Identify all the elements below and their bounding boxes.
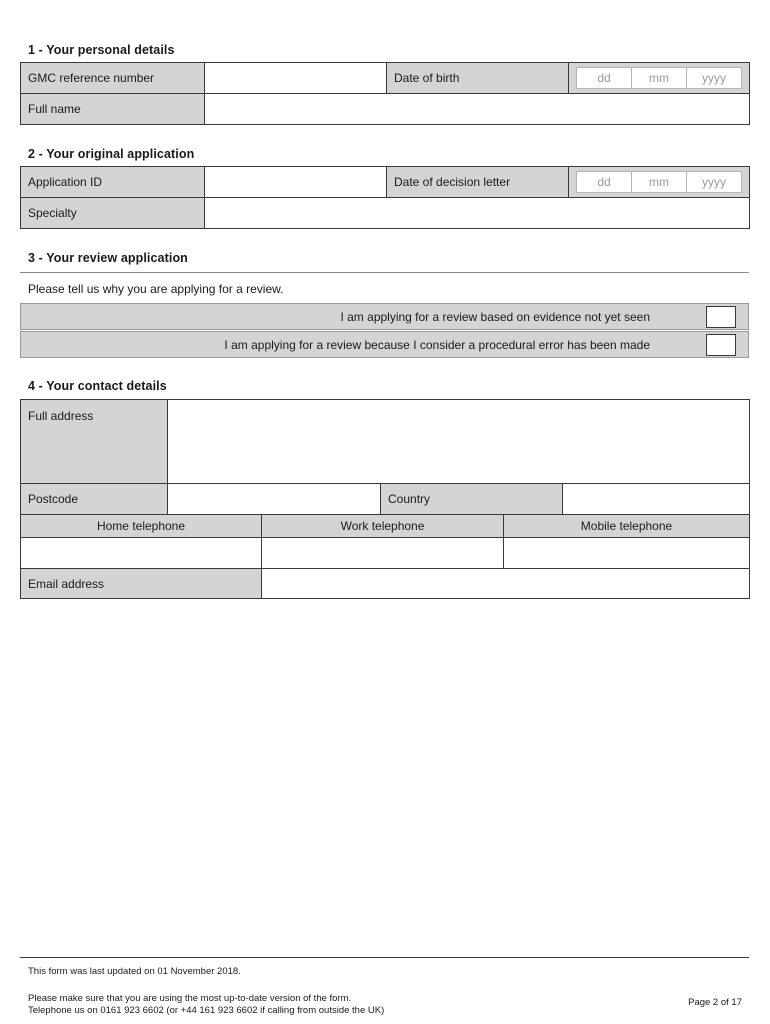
postcode-label: Postcode <box>21 484 168 515</box>
country-input[interactable] <box>563 484 750 515</box>
review-option-procedural-label: I am applying for a review because I consider a procedural error has been made <box>224 338 650 352</box>
section-1-title: 1 - Your personal details <box>28 43 175 57</box>
telephone-table <box>20 514 750 569</box>
dob-month-field[interactable]: mm <box>632 68 687 88</box>
section-4-title: 4 - Your contact details <box>28 379 167 393</box>
review-option-evidence <box>20 303 749 330</box>
review-option-evidence-label: I am applying for a review based on evidence not yet seen <box>340 310 650 324</box>
gmc-reference-input[interactable] <box>205 63 387 94</box>
decision-year-field[interactable]: yyyy <box>702 175 726 189</box>
decision-date-cell <box>569 167 750 198</box>
review-option-evidence-checkbox[interactable] <box>706 306 736 328</box>
specialty-input[interactable] <box>205 198 750 229</box>
mobile-telephone-label: Mobile telephone <box>504 515 750 538</box>
home-telephone-input[interactable] <box>21 538 262 569</box>
address-table <box>20 399 750 515</box>
section-3-divider <box>20 272 749 273</box>
application-id-input[interactable] <box>205 167 387 198</box>
footer-divider <box>20 957 749 958</box>
full-name-input[interactable] <box>205 94 750 125</box>
country-label: Country <box>381 484 563 515</box>
decision-date-label: Date of decision letter <box>387 167 569 198</box>
decision-day-field[interactable]: dd <box>577 172 632 192</box>
section-3-title: 3 - Your review application <box>28 251 188 265</box>
home-telephone-label: Home telephone <box>21 515 262 538</box>
full-name-label: Full name <box>21 94 205 125</box>
postcode-input[interactable] <box>168 484 381 515</box>
work-telephone-label: Work telephone <box>262 515 504 538</box>
footer-telephone: Telephone us on 0161 923 6602 (or +44 161 923 6602 if calling from outside the UK) <box>28 1005 385 1016</box>
email-input[interactable] <box>262 569 750 599</box>
page-number: Page 2 of 17 <box>688 997 742 1008</box>
decision-date-input[interactable] <box>576 171 742 193</box>
full-address-input[interactable] <box>168 400 750 484</box>
mobile-telephone-input[interactable] <box>504 538 750 569</box>
date-of-birth-cell <box>569 63 750 94</box>
full-address-label: Full address <box>21 400 168 484</box>
date-of-birth-label: Date of birth <box>387 63 569 94</box>
personal-details-table <box>20 62 750 125</box>
dob-year-field[interactable]: yyyy <box>702 71 726 85</box>
email-table <box>20 568 750 599</box>
date-of-birth-input[interactable] <box>576 67 742 89</box>
review-option-procedural-checkbox[interactable] <box>706 334 736 356</box>
email-label: Email address <box>21 569 262 599</box>
decision-month-field[interactable]: mm <box>632 172 687 192</box>
section-2-title: 2 - Your original application <box>28 147 195 161</box>
review-intro-text: Please tell us why you are applying for a review. <box>28 282 284 296</box>
application-id-label: Application ID <box>21 167 205 198</box>
specialty-label: Specialty <box>21 198 205 229</box>
review-option-procedural <box>20 331 749 358</box>
footer-updated: This form was last updated on 01 November 2018. <box>28 966 241 977</box>
work-telephone-input[interactable] <box>262 538 504 569</box>
footer-version-note: Please make sure that you are using the most up-to-date version of the form. <box>28 993 352 1004</box>
gmc-reference-label: GMC reference number <box>21 63 205 94</box>
original-application-table <box>20 166 750 229</box>
dob-day-field[interactable]: dd <box>577 68 632 88</box>
